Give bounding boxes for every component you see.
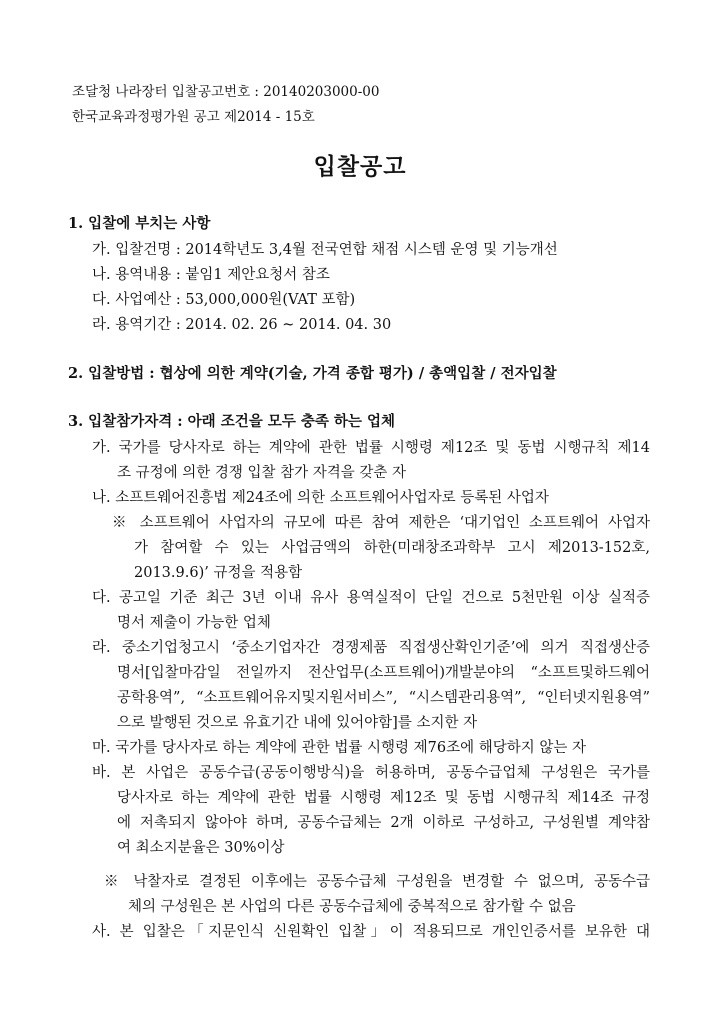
page-title: 입찰공고 — [313, 153, 407, 180]
s3-item-ra-line4: 으로 발행된 것으로 유효기간 내에 있어야함]를 소지한 자 — [117, 715, 478, 731]
s3-note1-line2: 가 참여할 수 있는 사업금액의 하한(미래창조과학부 고시 제2013-152호, — [134, 540, 650, 556]
s3-item-sa-line1: 사. 본 입찰은「지문인식 신원확인 입찰」이 적용되므로 개인인증서를 보유한 대 — [92, 924, 650, 940]
s3-note2-line1: ※ 낙찰자로 결정된 이후에는 공동수급체 구성원을 변경할 수 없으며, 공동수급 — [104, 874, 650, 890]
agency-notice-number: 한국교육과정평가원 공고 제2014 - 15호 — [72, 109, 315, 125]
section-3-heading: 3. 입찰참가자격 : 아래 조건을 모두 충족 하는 업체 — [68, 413, 396, 430]
s3-item-da-line1: 다. 공고일 기준 최근 3년 이내 유사 용역실적이 단일 건으로 5천만원 이상 실적증 — [92, 590, 650, 606]
s1-item-ra: 라. 용역기간 : 2014. 02. 26 ~ 2014. 04. 30 — [92, 317, 392, 333]
s3-note1-line3: 2013.9.6)’ 규정을 적용함 — [134, 565, 303, 581]
s1-item-ga: 가. 입찰건명 : 2014학년도 3,4월 전국연합 채점 시스템 운영 및 기능개선 — [92, 242, 558, 258]
s3-item-da-line2: 명서 제출이 가능한 업체 — [117, 615, 271, 631]
bid-notice-number: 조달청 나라장터 입찰공고번호 : 20140203000-00 — [72, 84, 380, 100]
s3-item-ga-line1: 가. 국가를 당사자로 하는 계약에 관한 법률 시행령 제12조 및 동법 시행규칙 제14 — [92, 440, 650, 456]
s3-item-ga-line2: 조 규정에 의한 경쟁 입찰 참가 자격을 갖춘 자 — [117, 465, 406, 481]
s3-item-ba-line4: 여 최소지분율은 30%이상 — [117, 840, 285, 856]
s3-item-ba-line1: 바. 본 사업은 공동수급(공동이행방식)을 허용하며, 공동수급업체 구성원은 국가를 — [92, 765, 650, 781]
s3-item-ra-line2: 명서[입찰마감일 전일까지 전산업무(소프트웨어)개발분야의 “소프트및하드웨어 — [117, 665, 650, 681]
s3-item-ba-line3: 에 저촉되지 않아야 하며, 공동수급체는 2개 이하로 구성하고, 구성원별 계약참 — [117, 815, 650, 831]
s3-item-ba-line2: 당사자로 하는 계약에 관한 법률 시행령 제12조 및 동법 시행규칙 제14조 규정 — [117, 790, 650, 806]
s3-note2-line2: 체의 구성원은 본 사업의 다른 공동수급체에 중복적으로 참가할 수 없음 — [128, 899, 576, 915]
s3-item-na: 나. 소프트웨어진흥법 제24조에 의한 소프트웨어사업자로 등록된 사업자 — [92, 490, 549, 506]
section-2-heading: 2. 입찰방법 : 협상에 의한 계약(기술, 가격 종합 평가) / 총액입찰 / 전자입찰 — [68, 365, 557, 382]
s3-item-ra-line3: 공학용역”, “소프트웨어유지및지원서비스”, “시스템관리용역”, “인터넷지원용역” — [117, 690, 650, 706]
s1-item-da: 다. 사업예산 : 53,000,000원(VAT 포함) — [92, 292, 356, 308]
s3-item-ra-line1: 라. 중소기업청고시 ‘중소기업자간 경쟁제품 직접생산확인기준’에 의거 직접생산증 — [92, 640, 650, 656]
s3-item-ma: 마. 국가를 당사자로 하는 계약에 관한 법률 시행령 제76조에 해당하지 않는 자 — [92, 740, 586, 756]
s1-item-na: 나. 용역내용 : 붙임1 제안요청서 참조 — [92, 267, 330, 283]
section-1-heading: 1. 입찰에 부치는 사항 — [68, 215, 211, 232]
s3-note1-line1: ※ 소프트웨어 사업자의 규모에 따른 참여 제한은 ‘대기업인 소프트웨어 사업자 — [112, 515, 650, 531]
